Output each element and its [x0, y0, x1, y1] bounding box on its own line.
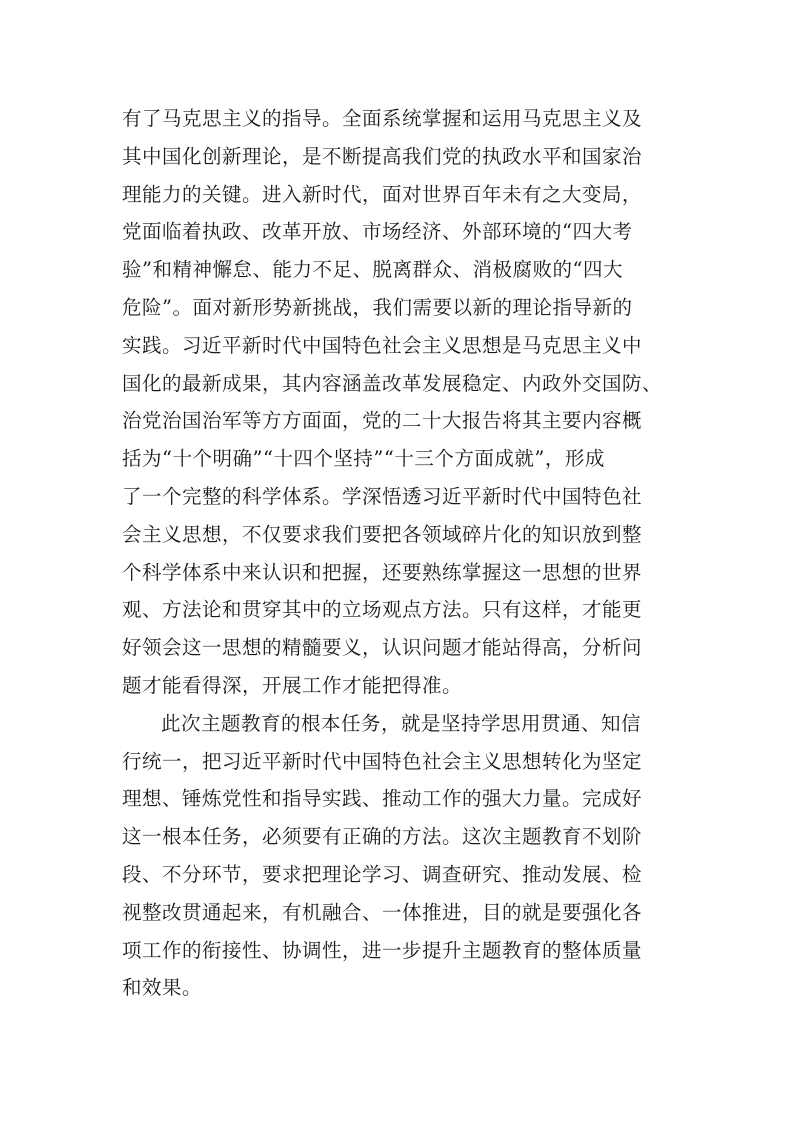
text-line: 理想、锤炼党性和指导实践、推动工作的强大力量。完成好: [122, 787, 643, 811]
text-line: 项工作的衔接性、协调性，进一步提升主题教育的整体质量: [122, 938, 643, 962]
paragraph-2: [122, 705, 682, 1007]
text-line: 党面临着执政、改革开放、市场经济、外部环境的“四大考: [122, 220, 633, 244]
text-line: 观、方法论和贯穿其中的立场观点方法。只有这样，才能更: [122, 598, 643, 622]
text-line: 个科学体系中来认识和把握，还要熟练掌握这一思想的世界: [122, 560, 643, 584]
text-line: 此次主题教育的根本任务，就是坚持学思用贯通、知信: [161, 711, 642, 735]
text-line: 和效果。: [122, 976, 203, 1000]
text-line: 危险”。面对新形势新挑战，我们需要以新的理论指导新的: [122, 295, 633, 319]
text-line: 题才能看得深，开展工作才能把得准。: [122, 673, 463, 697]
text-line: 国化的最新成果，其内容涵盖改革发展稳定、内政外交国防、: [122, 371, 663, 395]
text-line: 验”和精神懈怠、能力不足、脱离群众、消极腐败的“四大: [122, 258, 623, 282]
text-line: 好领会这一思想的精髓要义，认识问题才能站得高，分析问: [122, 636, 643, 660]
text-line: 有了马克思主义的指导。全面系统掌握和运用马克思主义及: [122, 107, 643, 130]
text-line: 其中国化创新理论，是不断提高我们党的执政水平和国家治: [122, 144, 643, 168]
text-line: 视整改贯通起来，有机融合、一体推进，目的就是要强化各: [122, 900, 643, 924]
document-body: [122, 100, 682, 1007]
text-line: 段、不分环节，要求把理论学习、调查研究、推动发展、检: [122, 862, 643, 886]
text-line: 这一根本任务，必须要有正确的方法。这次主题教育不划阶: [122, 825, 643, 849]
text-line: 了一个完整的科学体系。学深悟透习近平新时代中国特色社: [122, 484, 643, 508]
text-line: 会主义思想，不仅要求我们要把各领域碎片化的知识放到整: [122, 522, 643, 546]
text-line: 行统一，把习近平新时代中国特色社会主义思想转化为坚定: [122, 749, 643, 773]
paragraph-1: [122, 100, 682, 705]
text-line: 理能力的关键。进入新时代，面对世界百年未有之大变局，: [122, 182, 643, 206]
text-line: 治党治国治军等方方面面，党的二十大报告将其主要内容概: [122, 409, 643, 433]
text-line: 实践。习近平新时代中国特色社会主义思想是马克思主义中: [122, 333, 643, 357]
text-line: 括为“十个明确”“十四个坚持”“十三个方面成就”，形成: [122, 447, 605, 471]
